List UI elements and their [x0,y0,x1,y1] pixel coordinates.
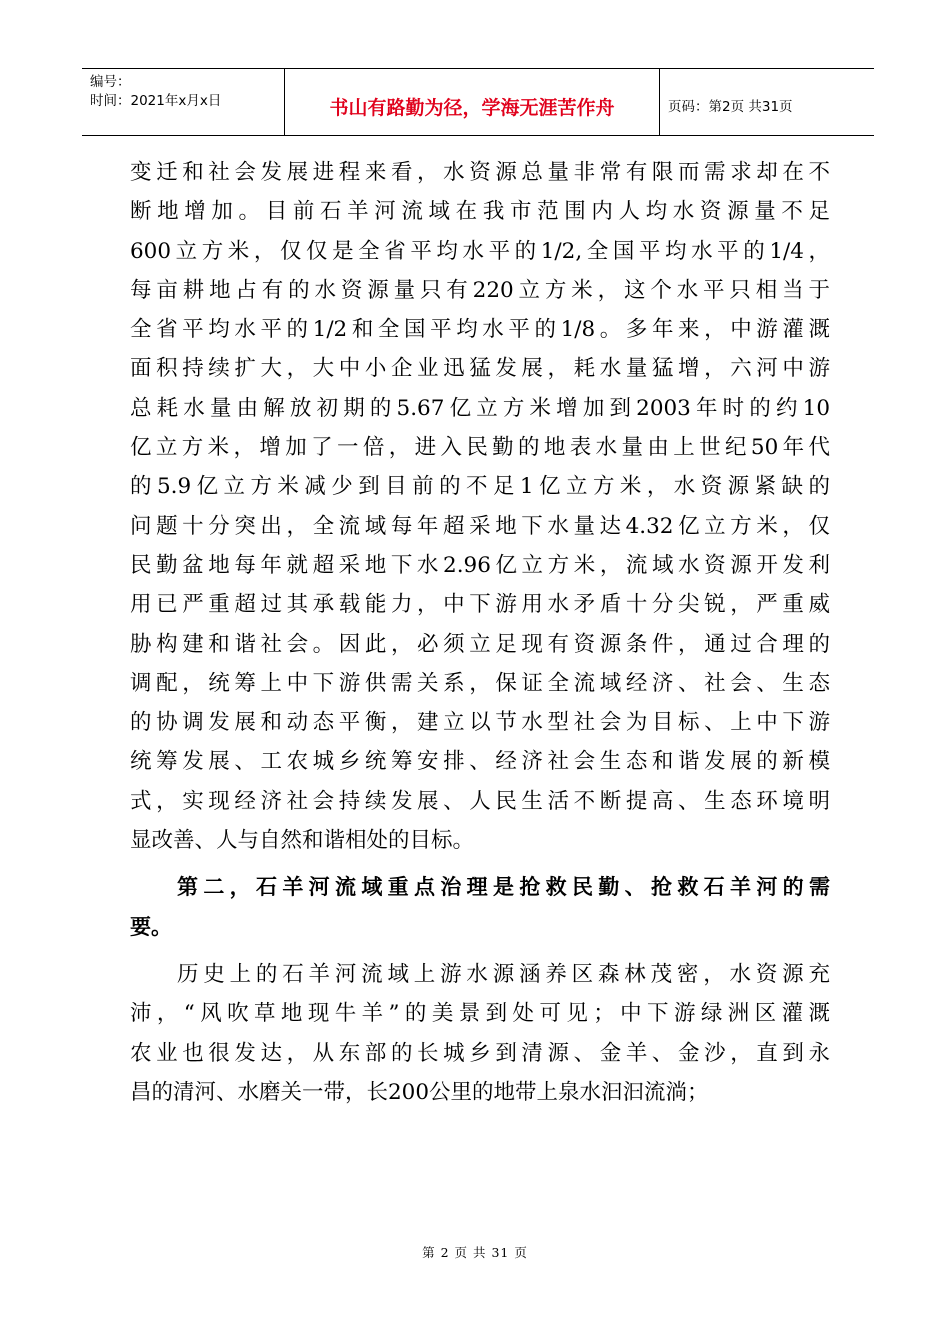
paragraph-1 [130,153,830,860]
paragraph-2-line: 昌的清河、水磨关一带，长200公里的地带上泉水汩汩流淌； [130,1079,709,1105]
document-body [130,153,830,1112]
paragraph-1-line: 亿立方米，增加了一倍，进入民勤的地表水量由上世纪50年代 [130,435,830,461]
paragraph-1-line: 式，实现经济社会持续发展、人民生活不断提高、生态环境明 [130,788,830,814]
paragraph-1-line: 总耗水量由解放初期的5.67亿立方米增加到2003年时的约10 [130,395,830,421]
doc-number-label: 编号： [90,74,131,90]
paragraph-1-line: 全省平均水平的1/2和全国平均水平的1/8。多年来，中游灌溉 [130,317,830,343]
paragraph-1-line: 每亩耕地占有的水资源量只有220立方米，这个水平只相当于 [130,277,830,303]
heading-line: 第二，石羊河流域重点治理是抢救民勤、抢救石羊河的需 [177,875,830,900]
doc-time: 时间：2021年x月x日 [90,93,222,109]
page-footer: 第 2 页 共 31 页 [422,1245,528,1260]
paragraph-1-line: 的5.9亿立方米减少到目前的不足1亿立方米，水资源紧缺的 [130,474,830,500]
header-page-info: 页码：第2页 共31页 [668,99,793,115]
paragraph-1-line: 民勤盆地每年就超采地下水2.96亿立方米，流域水资源开发利 [130,552,830,578]
header-page-cell [660,69,874,135]
paragraph-1-line: 的协调发展和动态平衡，建立以节水型社会为目标、上中下游 [130,710,830,736]
paragraph-1-line: 胁构建和谐社会。因此，必须立足现有资源条件，通过合理的 [130,631,830,657]
paragraph-1-line: 调配，统筹上中下游供需关系，保证全流域经济、社会、生态 [130,670,830,696]
paragraph-1-line: 断地增加。目前石羊河流域在我市范围内人均水资源量不足 [130,199,830,225]
paragraph-2-line: 农业也很发达，从东部的长城乡到清源、金羊、金沙，直到永 [130,1040,830,1066]
paragraph-1-line: 显改善、人与自然和谐相处的目标。 [130,828,475,854]
header-motto-cell [285,69,660,135]
paragraph-1-line: 变迁和社会发展进程来看，水资源总量非常有限而需求却在不 [130,160,830,185]
paragraph-1-line: 面积持续扩大，大中小企业迅猛发展，耗水量猛增，六河中游 [130,356,830,382]
paragraph-2-line: 历史上的石羊河流域上游水源涵养区森林茂密，水资源充 [177,961,830,987]
paragraph-2-line: 沛，“风吹草地现牛羊”的美景到处可见；中下游绿洲区灌溉 [130,1001,830,1027]
header-motto: 书山有路勤为径，学海无涯苦作舟 [329,96,615,119]
paragraph-1-line: 600立方米，仅仅是全省平均水平的1/2,全国平均水平的1/4， [130,238,830,264]
paragraph-1-line: 问题十分突出，全流域每年超采地下水量达4.32亿立方米，仅 [130,513,830,539]
heading-line: 要。 [130,914,172,939]
paragraph-2 [130,955,830,1112]
paragraph-1-line: 用已严重超过其承载能力，中下游用水矛盾十分尖锐，严重威 [130,592,830,618]
page-header [82,68,874,136]
paragraph-1-line: 统筹发展、工农城乡统筹安排、经济社会生态和谐发展的新模 [130,749,830,775]
header-meta-cell [82,69,285,135]
section-heading [130,868,830,947]
